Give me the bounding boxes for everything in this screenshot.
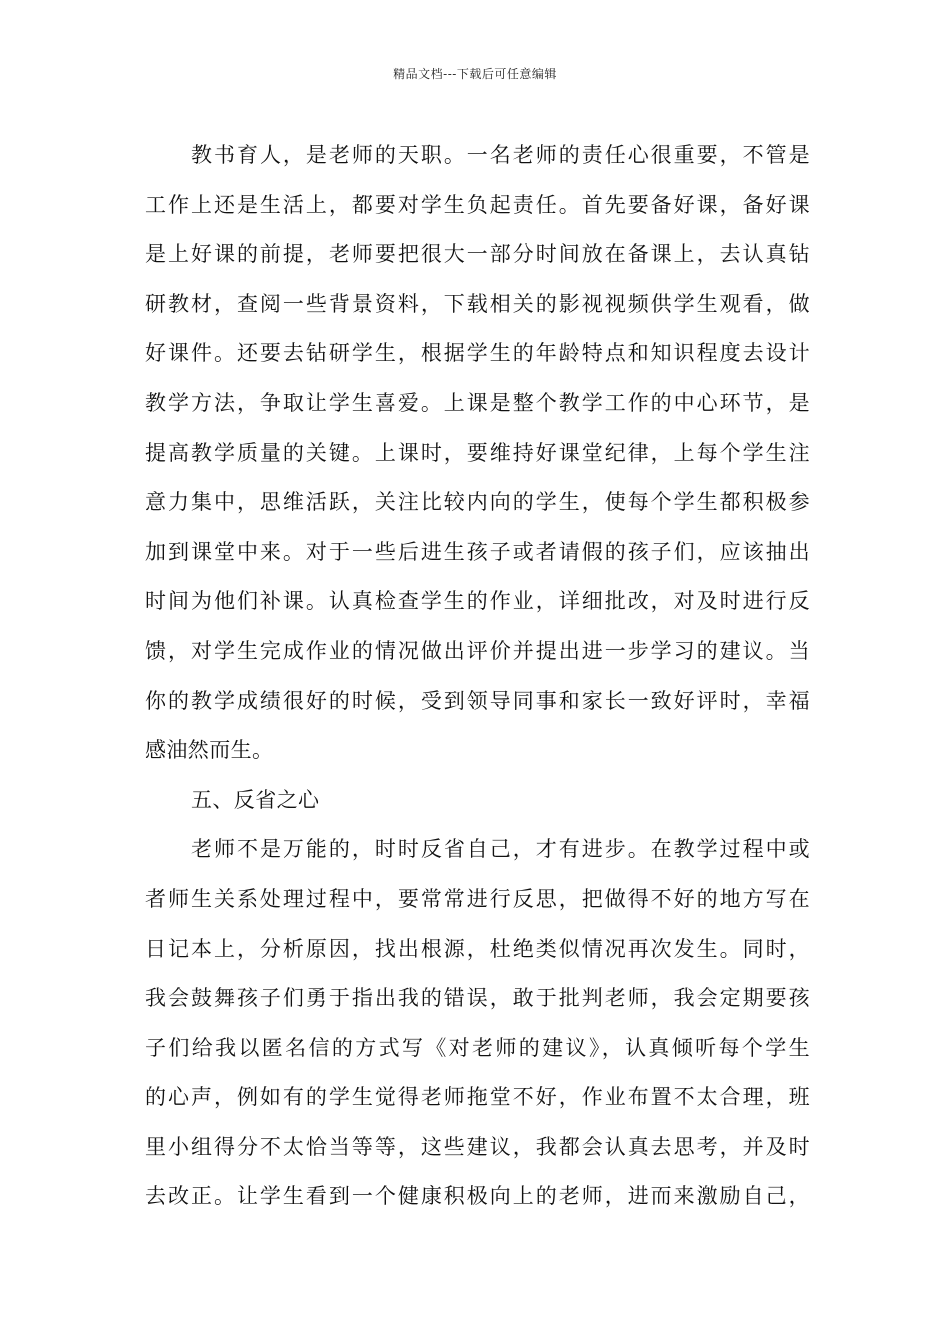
body-text [145,131,810,1222]
paragraph-2-line-1: 老师不是万能的，时时反省自己，才有进步。在教学过程中或 [191,837,810,862]
paragraph-1-line-11: 馈，对学生完成作业的情况做出评价并提出进一步学习的建议。当 [145,638,810,663]
paragraph-1-line-3: 是上好课的前提，老师要把很大一部分时间放在备课上，去认真钻 [145,242,810,267]
paragraph-2-line-8: 去改正。让学生看到一个健康积极向上的老师，进而来激励自己， [145,1184,810,1209]
paragraph-2-line-7: 里小组得分不太恰当等等，这些建议，我都会认真去思考，并及时 [145,1134,810,1159]
paragraph-1-line-13: 感油然而生。 [145,738,274,763]
paragraph-1-line-1: 教书育人，是老师的天职。一名老师的责任心很重要，不管是 [191,143,810,167]
paragraph-2-line-3: 日记本上，分析原因，找出根源，杜绝类似情况再次发生。同时， [145,936,810,961]
paragraph-1-line-12: 你的教学成绩很好的时候，受到领导同事和家长一致好评时，幸福 [145,688,810,713]
paragraph-1-line-6: 教学方法，争取让学生喜爱。上课是整个教学工作的中心环节，是 [145,390,810,415]
paragraph-1-line-2: 工作上还是生活上，都要对学生负起责任。首先要备好课，备好课 [145,192,810,217]
section-heading: 五、反省之心 [191,787,320,812]
paragraph-2-line-4: 我会鼓舞孩子们勇于指出我的错误，敢于批判老师，我会定期要孩 [145,986,810,1011]
paragraph-1-line-8: 意力集中，思维活跃，关注比较内向的学生，使每个学生都积极参 [145,490,810,515]
paragraph-2-line-2: 者师生关系处理过程中，要常常进行反思，把做得不好的地方写在 [145,886,810,911]
paragraph-1-line-9: 加到课堂中来。对于一些后进生孩子或者请假的孩子们，应该抽出 [145,539,810,564]
paragraph-1-line-5: 好课件。还要去钻研学生，根据学生的年龄特点和知识程度去设计 [145,341,810,366]
paragraph-2-line-5: 子们给我以匿名信的方式写《对老师的建议》，认真倾听每个学生 [145,1035,810,1060]
page-header: 精品文档---下载后可任意编辑 [393,67,557,81]
paragraph-2-line-6: 的心声，例如有的学生觉得老师拖堂不好，作业布置不太合理，班 [145,1085,810,1110]
paragraph-1-line-7: 提高教学质量的关键。上课时，要维持好课堂纪律，上每个学生注 [145,440,810,465]
paragraph-1-line-4: 研教材，查阅一些背景资料，下载相关的影视视频供学生观看，做 [145,291,810,316]
paragraph-1-line-10: 时间为他们补课。认真检查学生的作业，详细批改，对及时进行反 [145,589,810,614]
